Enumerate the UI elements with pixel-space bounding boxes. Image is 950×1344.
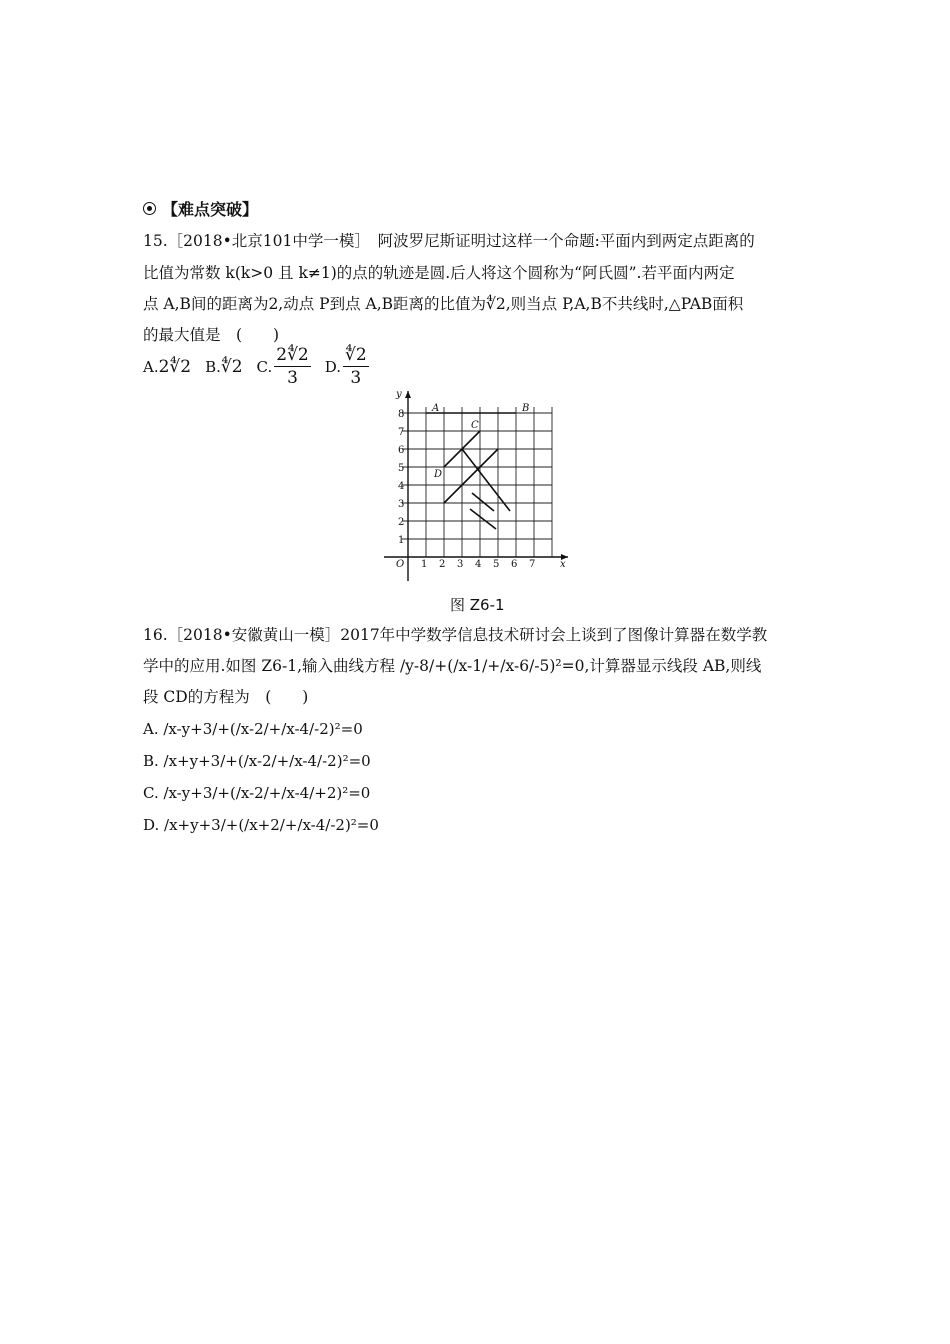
label-d: D <box>434 469 443 480</box>
q16-option-b: B. /x+y+3/+(/x-2/+/x-4/-2)²=0 <box>143 752 371 770</box>
x-tick: 1 <box>421 559 428 570</box>
fraction: $\frac{∜2}{3}$ <box>344 345 367 388</box>
x-tick: 6 <box>511 559 518 570</box>
section-heading <box>143 197 258 220</box>
y-axis-label: y <box>396 389 402 400</box>
x-tick: 4 <box>475 559 482 570</box>
y-tick: 7 <box>398 427 405 438</box>
x-tick: 3 <box>457 559 464 570</box>
y-tick: 5 <box>398 463 405 474</box>
q16-line-3: 段 CD的方程为 ( ) <box>143 688 309 706</box>
target-icon <box>143 202 156 215</box>
y-tick: 3 <box>398 499 405 510</box>
x-tick: 5 <box>493 559 500 570</box>
q15-option-d: D. $\frac{∜2}{3}$ <box>324 345 367 388</box>
fraction: $\frac{2∜2}{3}$ <box>276 345 309 388</box>
segment-short-2 <box>470 509 496 529</box>
q16-line-1: 16.［2018•安徽黄山一模］2017年中学数学信息技术研讨会上谈到了图像计算器在数学教 <box>143 626 768 644</box>
figure-caption: 图 Z6-1 <box>450 596 505 614</box>
q15-line-3: 点 A,B间的距离为2,动点 P到点 A,B距离的比值为∜2,则当点 P,A,B不共线时,△PAB面积 <box>143 295 744 313</box>
label-c: C <box>471 420 479 431</box>
segment-short-1 <box>472 493 494 511</box>
q15-line-2: 比值为常数 k(k>0 且 k≠1)的点的轨迹是圆.后人将这个圆称为“阿氏圆”.若平面内两定 <box>143 264 735 282</box>
q15-line-1: 15.［2018•北京101中学一模］ 阿波罗尼斯证明过这样一个命题:平面内到两定点距离的 <box>143 232 755 250</box>
x-axis-label: x <box>560 559 566 570</box>
section-title: 【难点突破】 <box>162 200 259 219</box>
origin-label: O <box>396 559 405 570</box>
q16-option-d: D. /x+y+3/+(/x+2/+/x-4/-2)²=0 <box>143 816 379 834</box>
q15-option-c: C. $\frac{2∜2}{3}$ <box>256 345 309 388</box>
label-b: B <box>522 403 530 414</box>
q16-line-2: 学中的应用.如图 Z6-1,输入曲线方程 /y-8/+(/x-1/+/x-6/-5)²=0,计算器显示线段 AB,则线 <box>143 657 762 675</box>
y-tick: 4 <box>398 481 405 492</box>
y-tick: 2 <box>398 517 405 528</box>
coordinate-grid-figure <box>380 385 580 585</box>
q15-option-a: A.2∜2 <box>143 356 192 377</box>
label-a: A <box>432 403 440 414</box>
q15-options <box>143 344 369 389</box>
x-tick: 2 <box>439 559 446 570</box>
y-tick: 8 <box>398 409 405 420</box>
x-tick: 7 <box>529 559 536 570</box>
q15-line-4: 的最大值是 ( ) <box>143 326 280 344</box>
y-tick: 1 <box>398 535 405 546</box>
y-tick: 6 <box>398 445 405 456</box>
segment-diag-3 <box>462 449 510 511</box>
q16-option-c: C. /x-y+3/+(/x-2/+/x-4/+2)²=0 <box>143 784 371 802</box>
segment-diag-2 <box>444 449 498 503</box>
q16-option-a: A. /x-y+3/+(/x-2/+/x-4/-2)²=0 <box>143 720 363 738</box>
q15-option-b: B.∜2 <box>205 356 243 377</box>
